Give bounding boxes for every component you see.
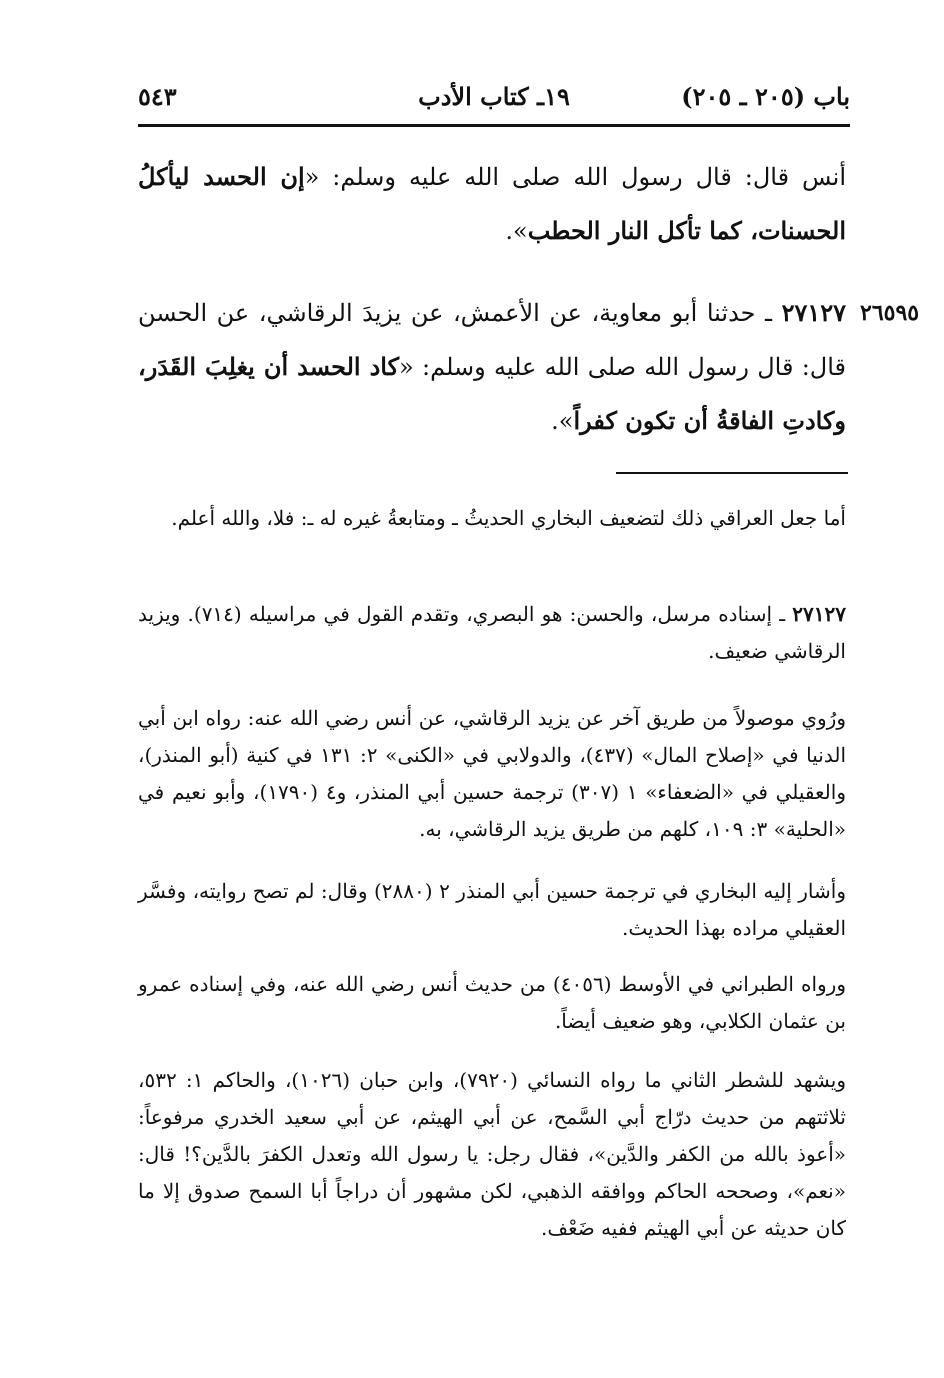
footnote-divider — [616, 472, 848, 474]
hadith-number: ٢٧١٢٧ — [781, 298, 847, 327]
p2-hadith-text: كاد الحسد أن يغلِبَ القَدَر، وكادتِ الفاقةُ أن تكون كفراً — [138, 352, 846, 435]
p1-intro: أنس قال: قال رسول الله صلى الله عليه وسلم: « — [304, 163, 846, 191]
main-paragraph-1 — [138, 150, 846, 258]
footnote-1: أما جعل العراقي ذلك لتضعيف البخاري الحديثُ ـ ومتابعةُ غيره له ـ: فلا، والله أعلم. — [171, 506, 846, 530]
header-divider — [138, 124, 850, 127]
footnote-4: وأشار إليه البخاري في ترجمة حسين أبي المنذر ٢ (٢٨٨٠) وقال: لم تصح روايته، وفسَّر العقيلي مراده بهذا الحديث. — [138, 879, 846, 940]
footnote-2-number: ٢٧١٢٧ — [792, 602, 846, 626]
chapter-title: باب (٢٠٥ ـ ٢٠٥) — [681, 82, 850, 111]
footnote-5: ورواه الطبراني في الأوسط (٤٠٥٦) من حديث أنس رضي الله عنه، وفي إسناده عمرو بن عثمان الكلابي، وهو ضعيف أيضاً. — [138, 972, 846, 1033]
p2-end: ». — [551, 407, 574, 435]
p2-intro: ـ حدثنا أبو معاوية، عن الأعمش، عن يزيدَ الرقاشي، عن الحسن قال: قال رسول الله صلى الله عليه وسلم: « — [138, 299, 846, 381]
page-number: ٥٤٣ — [138, 82, 177, 111]
footnote-3: ورُوي موصولاً من طريق آخر عن يزيد الرقاشي، عن أنس رضي الله عنه: رواه ابن أبي الدنيا في «إصلاح المال» (٤٣٧)، والدولابي في «الكنى» ٢: ١٣١ في كنية (أبو المنذر)، والعقيلي في «الضعفاء» ١ (٣٠٧) ترجمة حسين أبي المنذر، و٤ (١٧٩٠)، وأبو نعيم في «الحلية» ٣: ١٠٩، كلهم من طريق يزيد الرقاشي، به. — [138, 706, 846, 841]
footnote-2-text: ـ إسناده مرسل، والحسن: هو البصري، وتقدم القول في مراسيله (٧١٤). ويزيد الرقاشي ضعيف. — [138, 602, 846, 663]
page-header — [138, 78, 850, 122]
margin-hadith-number: ٢٦٥٩٥ — [860, 300, 920, 326]
footnote-2 — [138, 596, 846, 670]
footnote-6: ويشهد للشطر الثاني ما رواه النسائي (٧٩٢٠)، وابن حبان (١٠٢٦)، والحاكم ١: ٥٣٢، ثلاثتهم من حديث درّاج أبي السَّمح، عن أبي الهيثم، عن أبي سعيد الخدري مرفوعاً: «أعوذ بالله من الكفر والدَّين»، فقال رجل: يا رسول الله وتعدل الكفرَ بالدَّين؟! قال: «نعم»، وصححه الحاكم ووافقه الذهبي، لكن مشهور أن دراجاً أبا السمح صدوق إلا ما كان حديثه عن أبي الهيثم ففيه ضَعْف. — [138, 1068, 846, 1240]
p1-end: ». — [505, 217, 528, 245]
main-paragraph-2 — [138, 286, 846, 448]
p1-hadith-text: إن الحسد ليأكلُ الحسنات، كما تأكل النار الحطب — [138, 162, 846, 245]
book-title: ١٩ـ كتاب الأدب — [418, 82, 570, 111]
